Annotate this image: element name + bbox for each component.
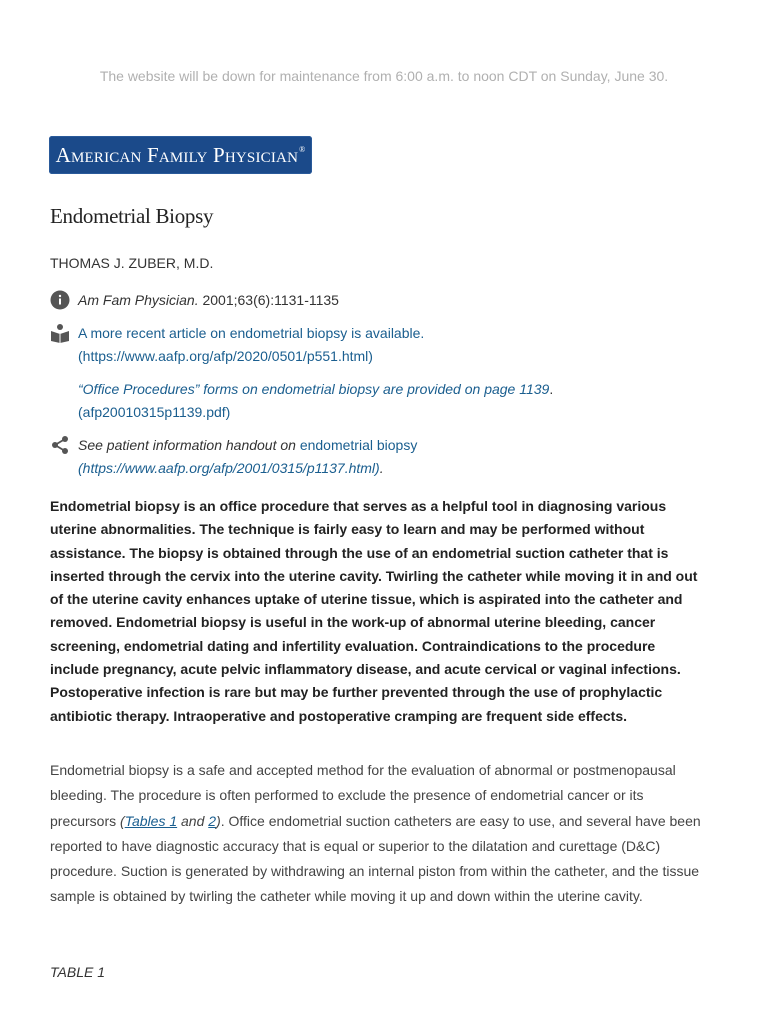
handout-url[interactable]: (https://www.aafp.org/afp/2001/0315/p1137.html)	[78, 460, 380, 476]
table-1-label: TABLE 1	[50, 964, 105, 980]
citation-details: 2001;63(6):1131-1135	[202, 292, 339, 308]
article-body-paragraph	[50, 758, 710, 910]
handout-prefix: See patient information handout on	[78, 437, 300, 453]
share-icon[interactable]	[50, 435, 70, 455]
maintenance-notice: The website will be down for maintenance from 6:00 a.m. to noon CDT on Sunday, June 30.	[99, 68, 669, 84]
recent-article-url[interactable]: (https://www.aafp.org/afp/2020/0501/p551.html)	[78, 348, 373, 364]
body-text-before: Endometrial biopsy is a safe and accepted method for the evaluation of abnormal or postmenopausal bleeding. The procedure is often performed to exclude the presence of endometrial cancer or its precursors	[50, 762, 676, 829]
recent-article-row	[50, 322, 424, 368]
citation-row	[50, 289, 339, 312]
and-text: and	[177, 812, 209, 829]
handout-suffix: .	[379, 460, 384, 476]
info-icon	[50, 290, 70, 310]
body-text-after: . Office endometrial suction catheters are easy to use, and several have been reported to have diagnostic accuracy that is equal or superior to the dilatation and curettage (D&C) procedure. Suction is generated by withdrawing an internal piston from within the catheter, and the tissue sample is obtained by twirling the catheter while moving it up and down within the uterine cavity.	[50, 812, 701, 905]
forms-pdf-link[interactable]: (afp20010315p1139.pdf)	[78, 404, 231, 420]
paren-open: (	[120, 812, 125, 829]
article-title: Endometrial Biopsy	[50, 204, 214, 228]
table-2-link[interactable]: 2	[208, 812, 217, 829]
logo-text: American Family Physician	[55, 142, 299, 167]
article-author: THOMAS J. ZUBER, M.D.	[50, 255, 214, 271]
paren-close: )	[216, 812, 221, 829]
article-abstract: Endometrial biopsy is an office procedure that serves as a helpful tool in diagnosing various uterine abnormalities. The technique is fairly easy to learn and may be performed without assistance. The biopsy is obtained through the use of an endometrial suction catheter that is inserted through the cervix into the uterine cavity. Twirling the catheter while moving it in and out of the uterine cavity enhances uptake of uterine tissue, which is aspirated into the catheter and removed. Endometrial biopsy is useful in the work-up of abnormal uterine bleeding, cancer screening, endometrial dating and infertility evaluation. Contraindications to the procedure include pregnancy, acute pelvic inflammatory disease, and acute cervical or vaginal infections. Postoperative infection is rare but may be further prevented through the use of prophylactic antibiotic therapy. Intraoperative and postoperative cramping are frequent side effects.	[50, 498, 698, 724]
handout-link[interactable]: endometrial biopsy	[299, 437, 418, 453]
handout-row	[50, 434, 417, 480]
recent-article-link[interactable]: A more recent article on endometrial biopsy is available.	[78, 325, 425, 341]
table-1-link[interactable]: Tables 1	[124, 812, 178, 829]
citation-journal: Am Fam Physician.	[78, 292, 199, 308]
forms-period: .	[549, 381, 554, 397]
afp-logo[interactable]	[49, 136, 312, 174]
forms-link[interactable]: “Office Procedures” forms on endometrial biopsy are provided on page 1139	[78, 381, 550, 397]
reader-icon	[50, 323, 70, 343]
registered-mark: ®	[299, 145, 306, 154]
forms-row	[50, 378, 553, 424]
